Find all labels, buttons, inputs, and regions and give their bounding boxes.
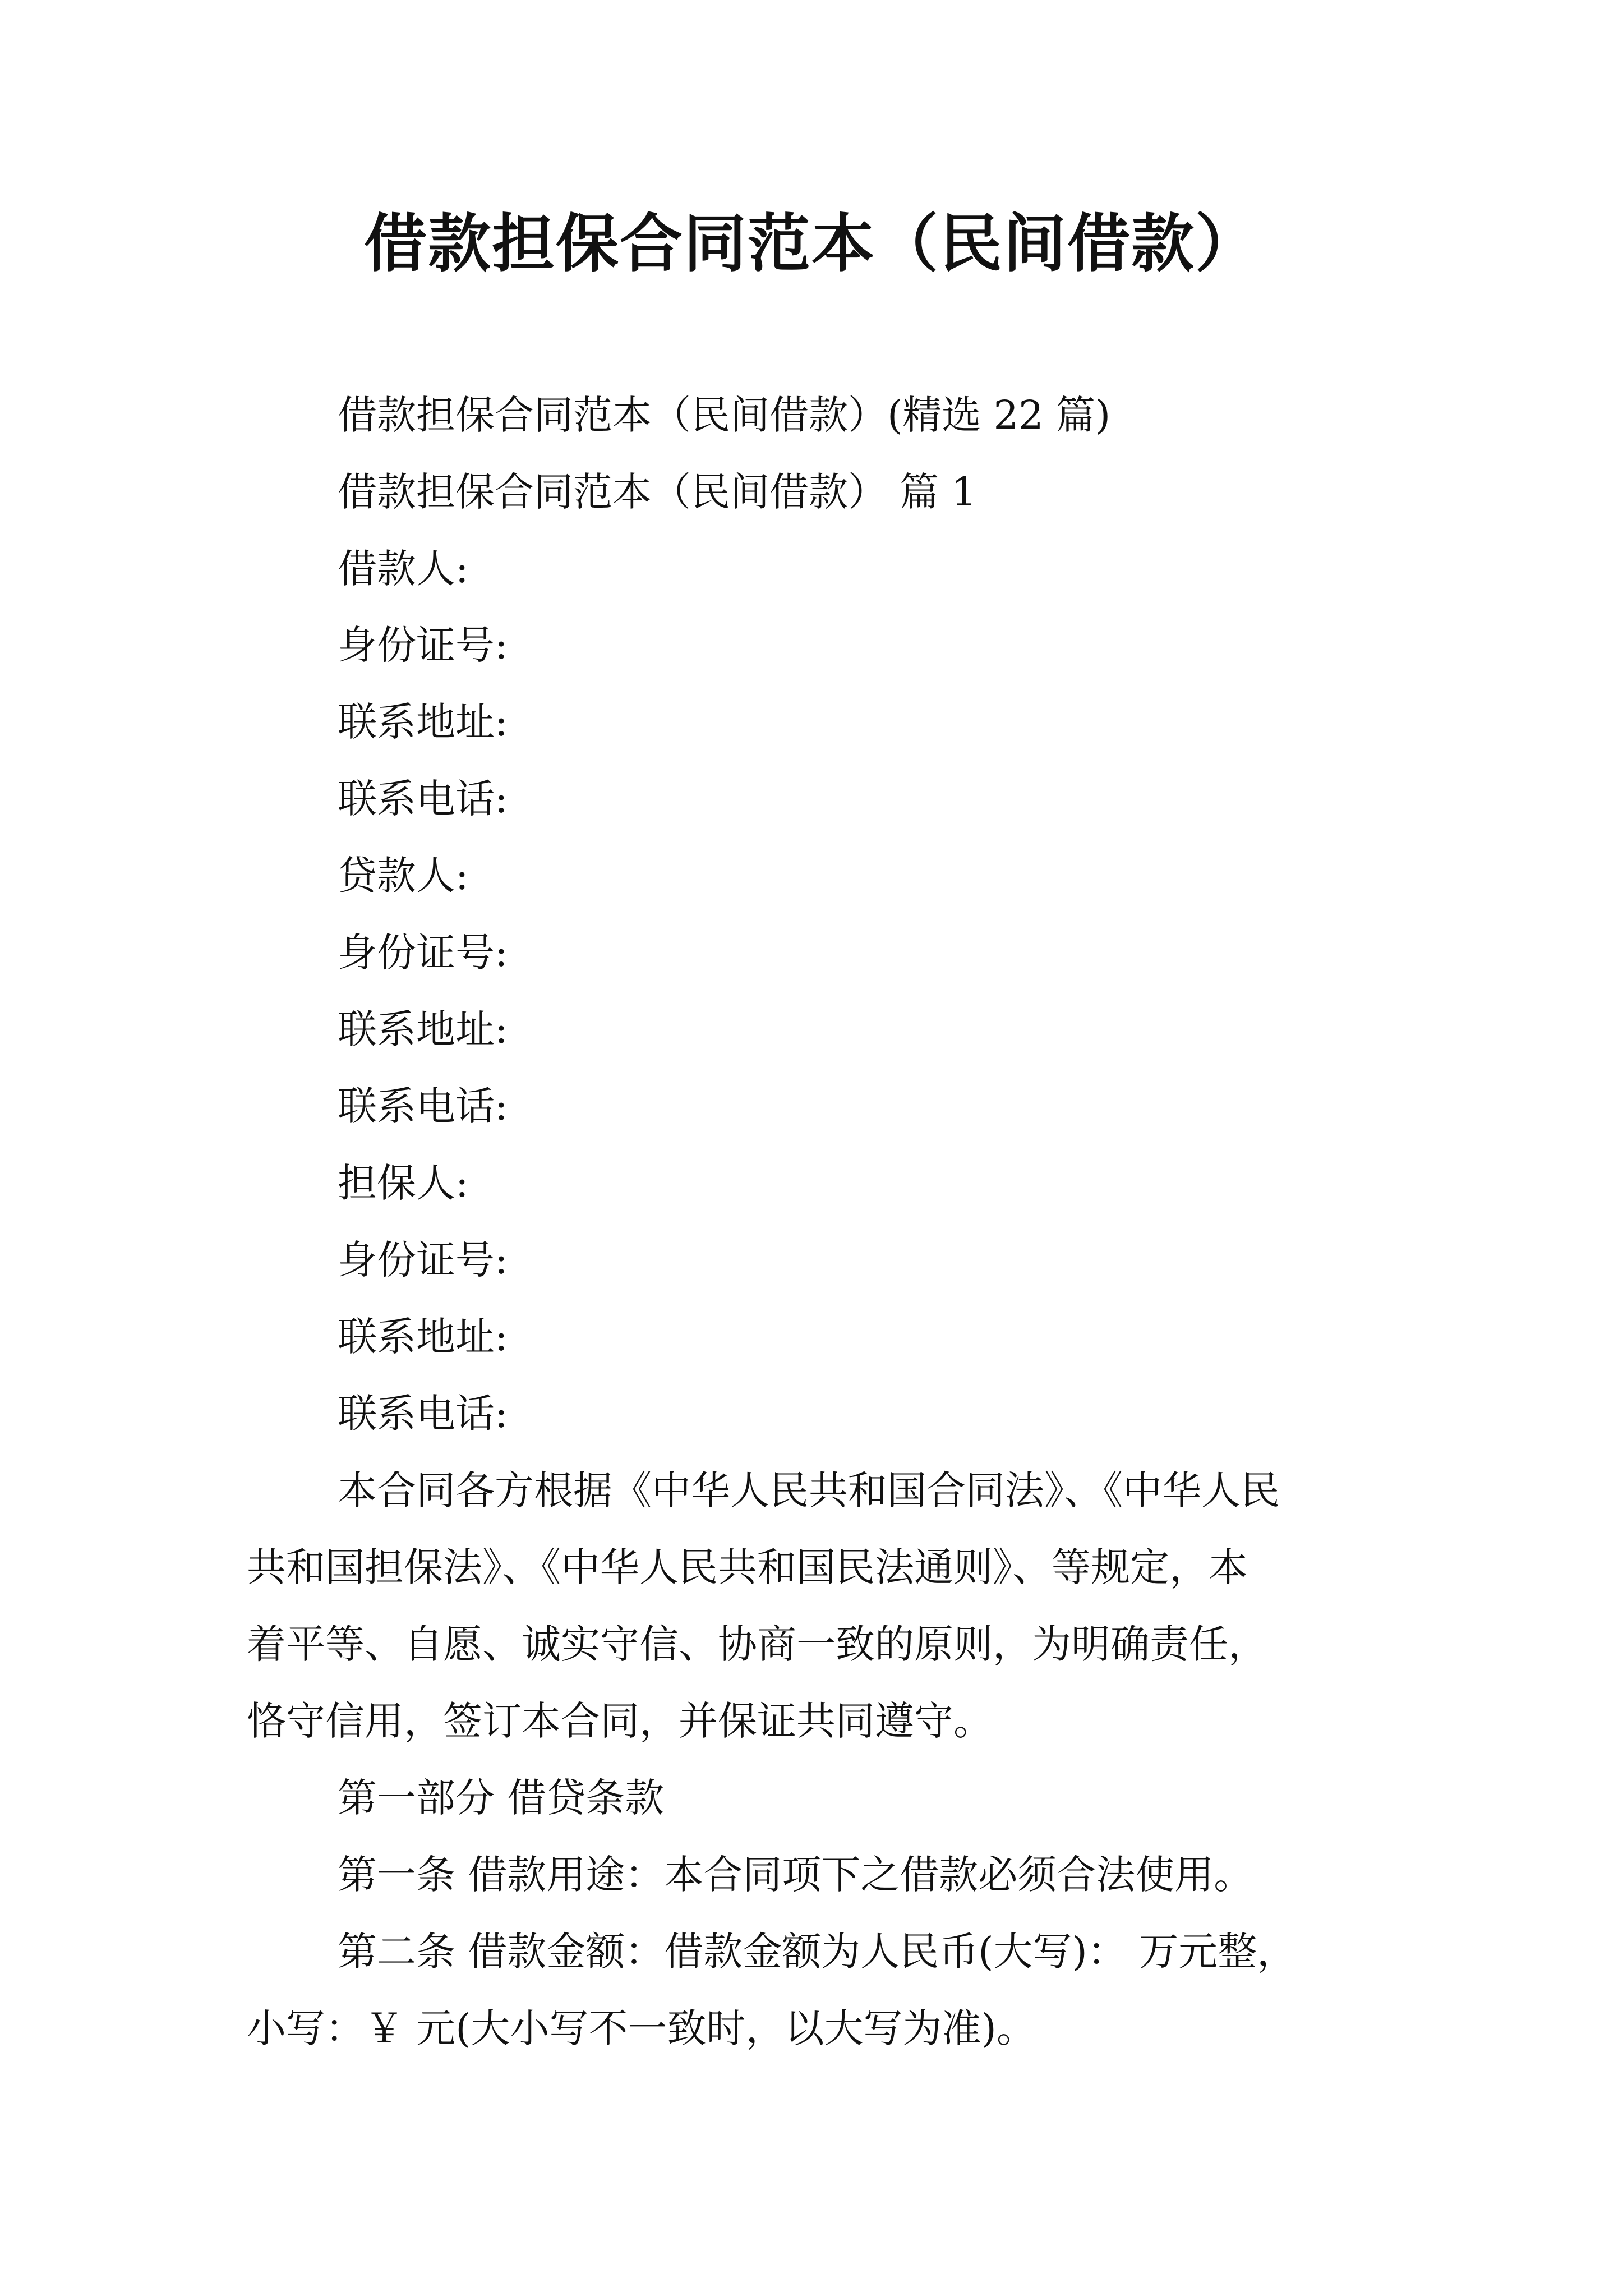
borrower-name-label: 借款人: [338, 546, 469, 592]
lender-address-label: 联系地址: [338, 1006, 508, 1052]
borrower-address-label: 联系地址: [338, 699, 508, 745]
preamble-line: 恪守信用，签订本合同，并保证共同遵守。 [247, 1698, 993, 1744]
section-heading: 借款担保合同范本（民间借款） 篇 1 [338, 469, 977, 515]
lender-name-label: 贷款人: [338, 853, 469, 899]
lender-id-label: 身份证号: [338, 930, 508, 976]
lender-phone-label: 联系电话: [338, 1083, 508, 1129]
guarantor-id-label: 身份证号: [338, 1237, 508, 1283]
article-two-line: 小写：￥ 元(大小写不一致时，以大写为准)。 [247, 2005, 1036, 2051]
part-one-heading: 第一部分 借贷条款 [338, 1775, 665, 1821]
borrower-id-label: 身份证号: [338, 622, 508, 668]
document-subtitle: 借款担保合同范本（民间借款）(精选 22 篇) [338, 392, 1111, 438]
preamble-line: 着平等、自愿、诚实守信、协商一致的原则，为明确责任， [247, 1621, 1267, 1667]
document-title: 借款担保合同范本（民间借款） [364, 207, 1259, 280]
guarantor-address-label: 联系地址: [338, 1314, 508, 1360]
borrower-phone-label: 联系电话: [338, 776, 508, 822]
article-two-line: 第二条 借款金额：借款金额为人民币(大写)： 万元整， [338, 1929, 1297, 1975]
guarantor-name-label: 担保人: [338, 1160, 469, 1206]
guarantor-phone-label: 联系电话: [338, 1391, 508, 1437]
preamble-line: 共和国担保法》、《中华人民共和国民法通则》、等规定，本 [247, 1544, 1248, 1590]
article-one: 第一条 借款用途：本合同项下之借款必须合法使用。 [338, 1852, 1253, 1898]
preamble-line: 本合同各方根据《中华人民共和国合同法》、《中华人民 [338, 1467, 1280, 1513]
